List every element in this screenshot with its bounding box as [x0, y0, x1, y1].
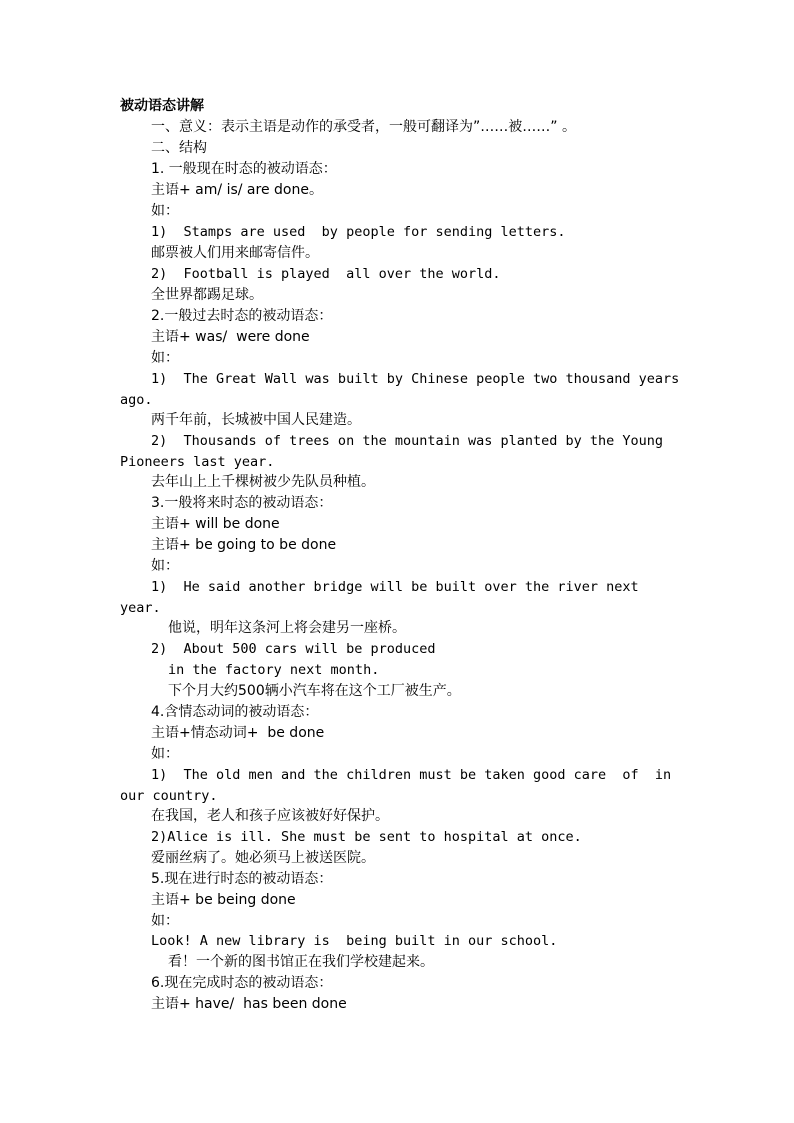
example-label: 如：: [151, 203, 179, 219]
example-sentence: 1) The Great Wall was built by Chinese people two thousand years: [151, 371, 680, 387]
section-structure: 二、结构: [151, 140, 207, 156]
translation-line: 邮票被人们用来邮寄信件。: [151, 245, 319, 261]
example-sentence: 2)Alice is ill. She must be sent to hospital at once.: [151, 829, 582, 845]
example-label: 如：: [151, 558, 179, 574]
example-label: 如：: [151, 746, 179, 762]
document-title: 被动语态讲解: [120, 98, 204, 114]
example-sentence-continued: year.: [120, 600, 161, 616]
heading-simple-past: 2.一般过去时态的被动语态：: [151, 308, 333, 324]
translation-line: 去年山上上千棵树被少先队员种植。: [151, 474, 375, 490]
translation-line: 他说，明年这条河上将会建另一座桥。: [168, 620, 406, 636]
heading-modal-verbs: 4.含情态动词的被动语态：: [151, 704, 319, 720]
example-sentence: 1) He said another bridge will be built over the river next: [151, 579, 639, 595]
example-sentence: 2) Thousands of trees on the mountain was planted by the Young: [151, 433, 664, 449]
section-meaning: 一、意义：表示主语是动作的承受者，一般可翻译为”……被……” 。: [151, 119, 576, 135]
example-sentence-continued: our country.: [120, 788, 218, 804]
heading-simple-future: 3.一般将来时态的被动语态：: [151, 495, 333, 511]
heading-simple-present: 1. 一般现在时态的被动语态：: [151, 161, 337, 177]
example-sentence: 2) Football is played all over the world.: [151, 266, 501, 282]
translation-line: 看！一个新的图书馆正在我们学校建起来。: [168, 954, 434, 970]
formula-line: 主语+ be being done: [151, 892, 296, 908]
heading-present-continuous: 5.现在进行时态的被动语态：: [151, 871, 333, 887]
formula-line: 主语+ have/ has been done: [151, 996, 347, 1012]
translation-line: 全世界都踢足球。: [151, 287, 263, 303]
formula-line: 主语+情态动词+ be done: [151, 725, 325, 741]
translation-line: 两千年前，长城被中国人民建造。: [151, 412, 361, 428]
example-sentence-continued: ago.: [120, 392, 153, 408]
formula-line: 主语+ am/ is/ are done。: [151, 182, 323, 198]
formula-line: 主语+ was/ were done: [151, 329, 310, 345]
example-sentence: Look! A new library is being built in our school.: [151, 933, 558, 949]
example-sentence: 1) Stamps are used by people for sending letters.: [151, 224, 566, 240]
example-label: 如：: [151, 350, 179, 366]
example-sentence-continued: in the factory next month.: [168, 662, 380, 678]
translation-line: 在我国，老人和孩子应该被好好保护。: [151, 808, 389, 824]
example-sentence-continued: Pioneers last year.: [120, 454, 275, 470]
heading-present-perfect: 6.现在完成时态的被动语态：: [151, 975, 333, 991]
translation-line: 爱丽丝病了。她必须马上被送医院。: [151, 850, 375, 866]
example-label: 如：: [151, 913, 179, 929]
example-sentence: 2) About 500 cars will be produced: [151, 641, 436, 657]
formula-line: 主语+ will be done: [151, 516, 280, 532]
formula-line: 主语+ be going to be done: [151, 537, 337, 553]
example-sentence: 1) The old men and the children must be taken good care of in: [151, 767, 672, 783]
translation-line: 下个月大约500辆小汽车将在这个工厂被生产。: [168, 683, 461, 699]
